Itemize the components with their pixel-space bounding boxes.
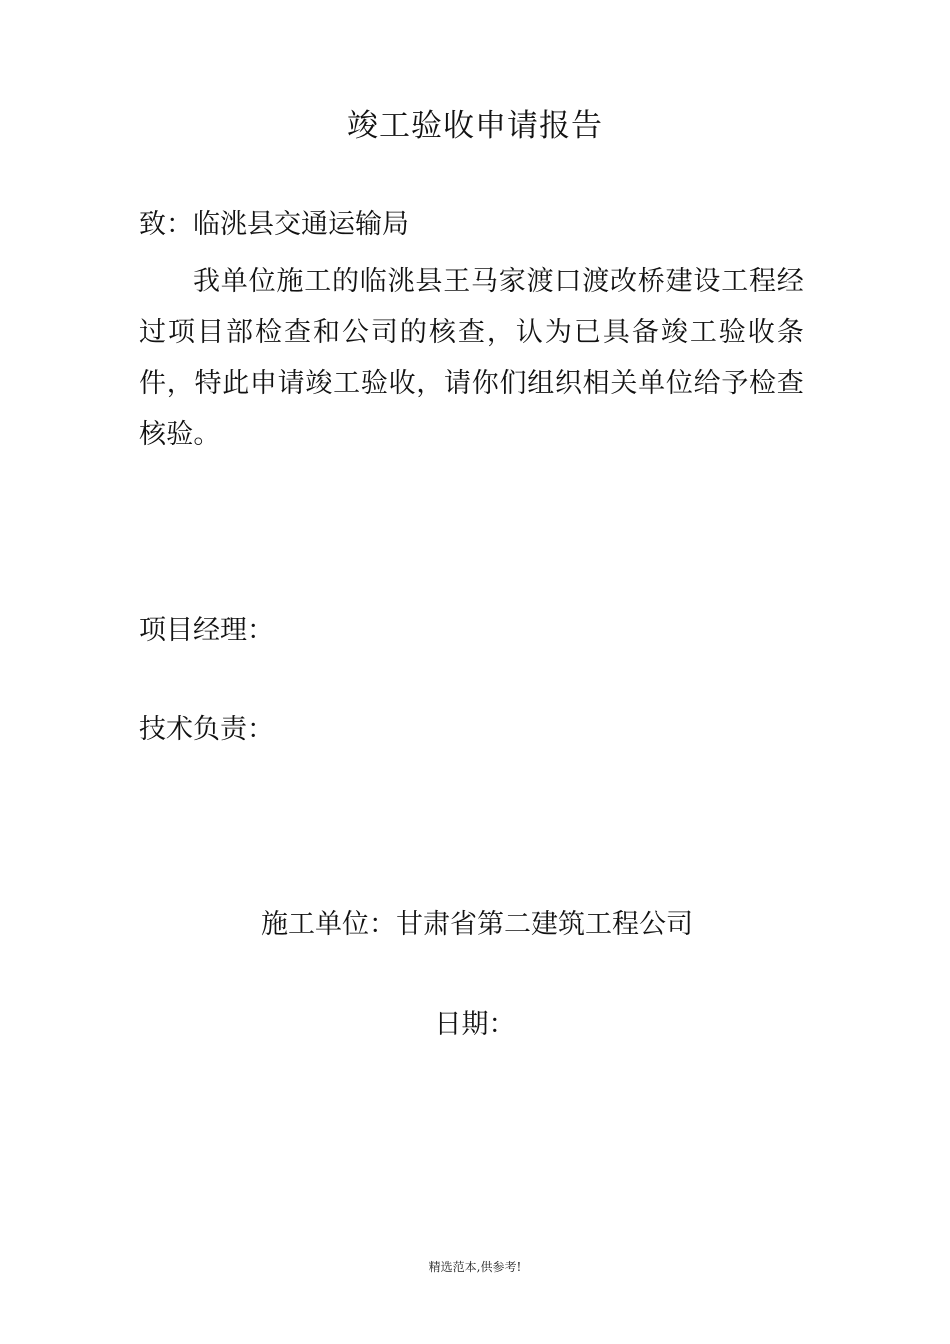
contractor-line <box>2 905 950 945</box>
footer-note: 精选范本,供参考! <box>428 1260 522 1274</box>
addressee-label: 致： <box>139 209 193 240</box>
technical-lead-label: 技术负责： <box>139 714 274 745</box>
addressee-name: 临洮县交通运输局 <box>193 209 409 240</box>
document-title: 竣工验收申请报告 <box>347 108 603 144</box>
date-label: 日期： <box>434 1009 516 1040</box>
body-paragraph: 我单位施工的临洮县王马家渡口渡改桥建设工程经过项目部检查和公司的核查，认为已具备竣工验收条件，特此申请竣工验收，请你们组织相关单位给予检查核验。 <box>139 266 804 450</box>
contractor-name: 甘肃省第二建筑工程公司 <box>396 909 693 940</box>
project-manager-label: 项目经理： <box>139 615 274 646</box>
addressee-line <box>139 205 409 245</box>
contractor-label: 施工单位： <box>261 909 396 940</box>
